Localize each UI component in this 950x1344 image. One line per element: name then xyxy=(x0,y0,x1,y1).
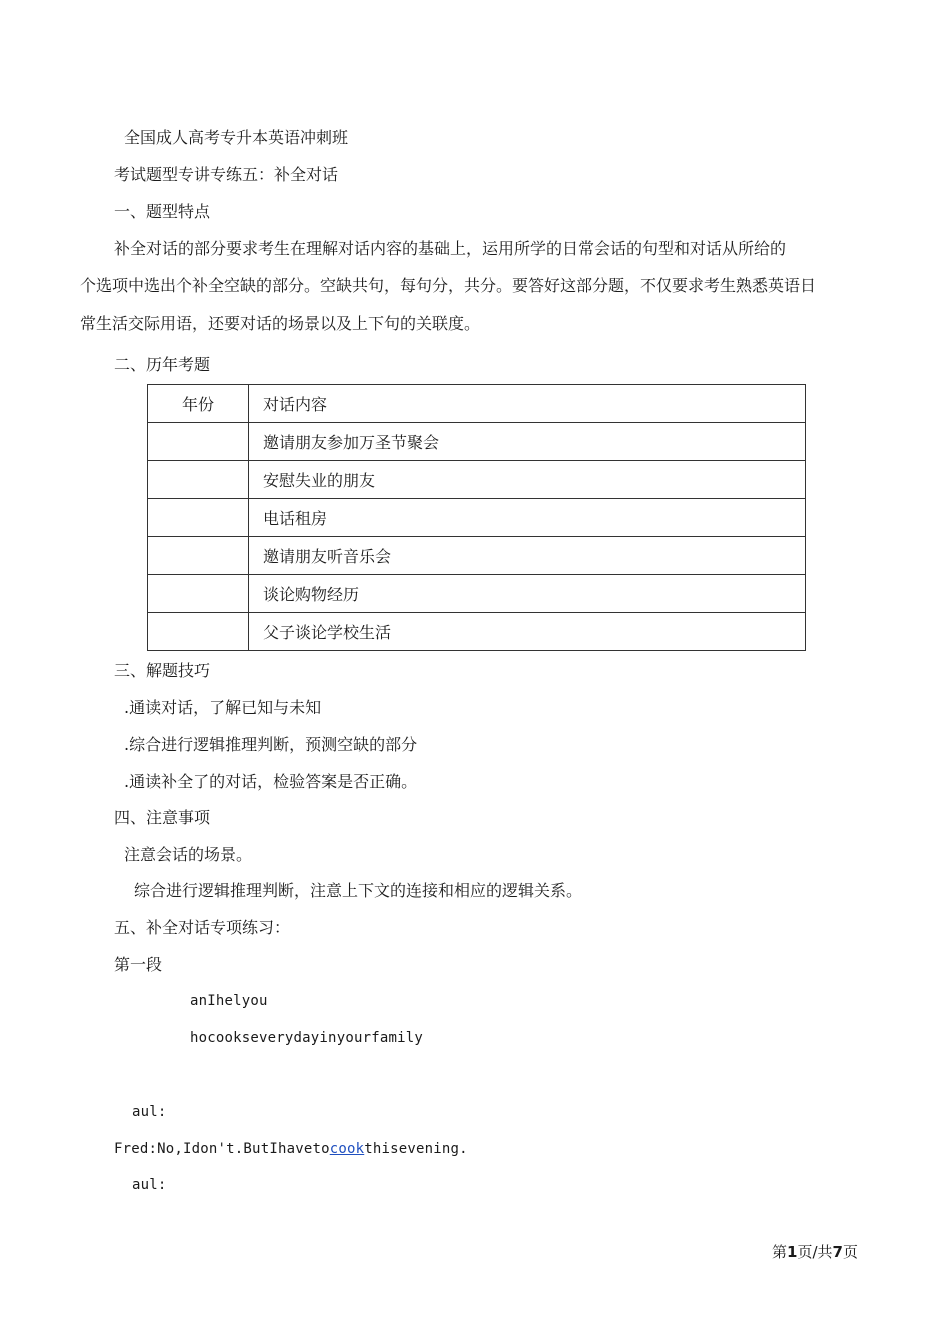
features-paragraph-line: 补全对话的部分要求考生在理解对话内容的基础上，运用所学的日常会话的句型和对话从所给的 xyxy=(114,239,787,258)
features-paragraph-line: 常生活交际用语，还要对话的场景以及上下句的关联度。 xyxy=(80,314,481,333)
dialogue-line: aul: xyxy=(132,1104,167,1120)
table-row xyxy=(148,461,806,499)
table-row xyxy=(148,423,806,461)
dialogue-line: aul: xyxy=(132,1177,167,1193)
footer-text: 页/共 xyxy=(797,1243,833,1261)
technique-item: .通读对话，了解已知与未知 xyxy=(124,698,322,717)
section-heading-past-exams: 二、历年考题 xyxy=(114,355,211,374)
dialogue-text: thisevening. xyxy=(364,1141,468,1157)
table-cell-content: 电话租房 xyxy=(249,499,806,537)
table-cell-content: 父子谈论学校生活 xyxy=(249,613,806,651)
table-header-row xyxy=(148,385,806,423)
table-header-content: 对话内容 xyxy=(249,385,806,423)
note-item: 注意会话的场景。 xyxy=(124,845,253,864)
page-number: 1 xyxy=(787,1243,798,1261)
section-heading-techniques: 三、解题技巧 xyxy=(114,661,211,680)
practice-part-label: 第一段 xyxy=(114,955,163,974)
dialogue-line: hocookseverydayinyourfamily xyxy=(190,1030,423,1046)
table-cell-year xyxy=(148,461,249,499)
table-row xyxy=(148,575,806,613)
table-cell-content: 邀请朋友听音乐会 xyxy=(249,537,806,575)
page-total: 7 xyxy=(832,1243,843,1261)
past-exams-table xyxy=(147,384,806,651)
cook-link[interactable]: cook xyxy=(329,1141,365,1157)
document-subtitle: 考试题型专讲专练五：补全对话 xyxy=(114,165,339,184)
table-row xyxy=(148,537,806,575)
technique-item: .通读补全了的对话，检验答案是否正确。 xyxy=(124,772,418,791)
dialogue-line-fred xyxy=(114,1139,468,1159)
table-cell-year xyxy=(148,575,249,613)
section-heading-practice: 五、补全对话专项练习： xyxy=(114,918,291,937)
table-header-year: 年份 xyxy=(148,385,249,423)
technique-item: .综合进行逻辑推理判断，预测空缺的部分 xyxy=(124,735,418,754)
table-cell-content: 谈论购物经历 xyxy=(249,575,806,613)
dialogue-text: Fred:No,Idon't.ButIhaveto xyxy=(114,1141,330,1157)
dialogue-line: anIhelyou xyxy=(190,993,268,1009)
section-heading-notes: 四、注意事项 xyxy=(114,808,211,827)
table-cell-year xyxy=(148,537,249,575)
table-row xyxy=(148,499,806,537)
table-cell-year xyxy=(148,423,249,461)
table-cell-year xyxy=(148,613,249,651)
note-item: 综合进行逻辑推理判断，注意上下文的连接和相应的逻辑关系。 xyxy=(134,881,583,900)
table-cell-content: 安慰失业的朋友 xyxy=(249,461,806,499)
page-footer xyxy=(772,1241,858,1262)
document-title: 全国成人高考专升本英语冲刺班 xyxy=(124,128,349,147)
table-row xyxy=(148,613,806,651)
footer-text: 页 xyxy=(842,1243,858,1261)
features-paragraph-line: 个选项中选出个补全空缺的部分。空缺共句，每句分，共分。要答好这部分题，不仅要求考生熟悉英语日 xyxy=(80,276,817,295)
table-cell-year xyxy=(148,499,249,537)
table-cell-content: 邀请朋友参加万圣节聚会 xyxy=(249,423,806,461)
footer-text: 第 xyxy=(772,1243,788,1261)
section-heading-features: 一、题型特点 xyxy=(114,202,211,221)
